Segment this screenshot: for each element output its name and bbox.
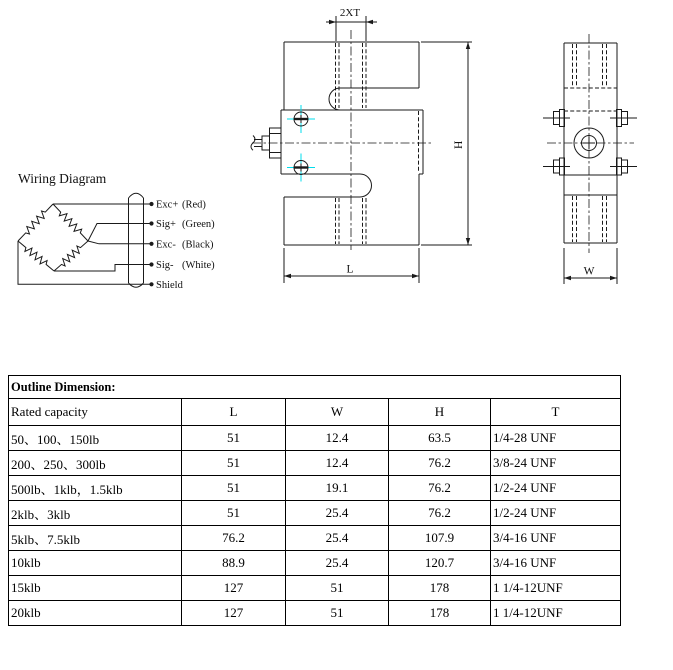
table-row (9, 476, 621, 501)
wire-shield (18, 241, 151, 284)
cell-capacity: 500lb、1klb，1.5klb (9, 476, 182, 501)
cell-l: 51 (182, 426, 286, 451)
table-section-title: Outline Dimension: (9, 376, 621, 399)
cell-capacity: 5klb、7.5klb (9, 526, 182, 551)
wire-label-sig-plus: Sig+ (156, 219, 176, 230)
wire-color-sig-minus: (White) (182, 260, 215, 271)
cell-h: 63.5 (389, 426, 491, 451)
col-header-h: H (389, 399, 491, 426)
wire-color-sig-plus: (Green) (182, 219, 215, 230)
cell-h: 178 (389, 601, 491, 626)
dimension-l (284, 248, 419, 283)
table-row (9, 501, 621, 526)
dim-label-l: L (346, 263, 354, 276)
table-section-row (9, 376, 621, 399)
cell-w: 12.4 (286, 451, 389, 476)
cell-capacity: 20klb (9, 601, 182, 626)
cable-jacket (129, 193, 144, 287)
cell-h: 76.2 (389, 451, 491, 476)
cell-t: 1 1/4-12UNF (491, 601, 621, 626)
wheatstone-bridge (18, 204, 88, 271)
wire-sig-minus (54, 265, 151, 272)
wire-label-exc-plus: Exc+ (156, 199, 179, 211)
wire-color-exc-plus: (Red) (182, 199, 206, 211)
col-header-capacity: Rated capacity (9, 399, 182, 426)
table-row (9, 601, 621, 626)
cell-w: 12.4 (286, 426, 389, 451)
cell-l: 51 (182, 501, 286, 526)
wire-label-sig-minus: Sig- (156, 260, 174, 271)
cell-w: 25.4 (286, 526, 389, 551)
front-view (251, 7, 472, 283)
side-view (543, 34, 637, 284)
wire-terminals (149, 202, 153, 287)
cell-t: 3/4-16 UNF (491, 551, 621, 576)
dimension-w (564, 248, 617, 284)
cell-h: 178 (389, 576, 491, 601)
cell-capacity: 2klb、3klb (9, 501, 182, 526)
cell-l: 76.2 (182, 526, 286, 551)
cell-capacity: 15klb (9, 576, 182, 601)
wire-label-shield: Shield (156, 279, 183, 291)
wire-labels (156, 200, 215, 291)
wire-label-exc-minus: Exc- (156, 239, 176, 251)
col-header-l: L (182, 399, 286, 426)
wire-exc-minus (88, 241, 151, 244)
cell-capacity: 50、100、150lb (9, 426, 182, 451)
cell-capacity: 200、250、300lb (9, 451, 182, 476)
wire-sig-plus (88, 224, 151, 242)
cell-t: 3/4-16 UNF (491, 526, 621, 551)
cell-h: 76.2 (389, 476, 491, 501)
dimension-2xt (326, 7, 377, 41)
cell-h: 76.2 (389, 501, 491, 526)
dim-label-h: H (453, 140, 465, 149)
center-mark-screw-top (287, 105, 315, 133)
cell-t: 1/2-24 UNF (491, 501, 621, 526)
wiring-diagram (18, 171, 215, 291)
dim-label-w: W (583, 265, 595, 278)
table-row (9, 526, 621, 551)
cell-l: 88.9 (182, 551, 286, 576)
cell-l: 127 (182, 576, 286, 601)
cell-h: 120.7 (389, 551, 491, 576)
wire-color-exc-minus: (Black) (182, 239, 214, 251)
cell-w: 19.1 (286, 476, 389, 501)
cell-w: 25.4 (286, 501, 389, 526)
side-bolts (543, 110, 637, 176)
outline-dimension-table (8, 375, 621, 626)
cell-l: 51 (182, 451, 286, 476)
dim-label-2xt: 2XT (339, 7, 361, 19)
cell-w: 51 (286, 601, 389, 626)
cell-t: 3/8-24 UNF (491, 451, 621, 476)
cell-l: 127 (182, 601, 286, 626)
table-header-row (9, 399, 621, 426)
cell-l: 51 (182, 476, 286, 501)
cell-t: 1 1/4-12UNF (491, 576, 621, 601)
cell-w: 25.4 (286, 551, 389, 576)
cell-h: 107.9 (389, 526, 491, 551)
wiring-diagram-title: Wiring Diagram (18, 171, 107, 186)
cell-t: 1/2-24 UNF (491, 476, 621, 501)
cell-capacity: 10klb (9, 551, 182, 576)
center-mark-screw-bottom (287, 154, 315, 182)
dimension-h (421, 42, 472, 245)
cell-t: 1/4-28 UNF (491, 426, 621, 451)
front-view-outline (281, 42, 423, 245)
col-header-w: W (286, 399, 389, 426)
table-row (9, 576, 621, 601)
table-row (9, 426, 621, 451)
cell-w: 51 (286, 576, 389, 601)
table-row (9, 451, 621, 476)
col-header-t: T (491, 399, 621, 426)
table-row (9, 551, 621, 576)
